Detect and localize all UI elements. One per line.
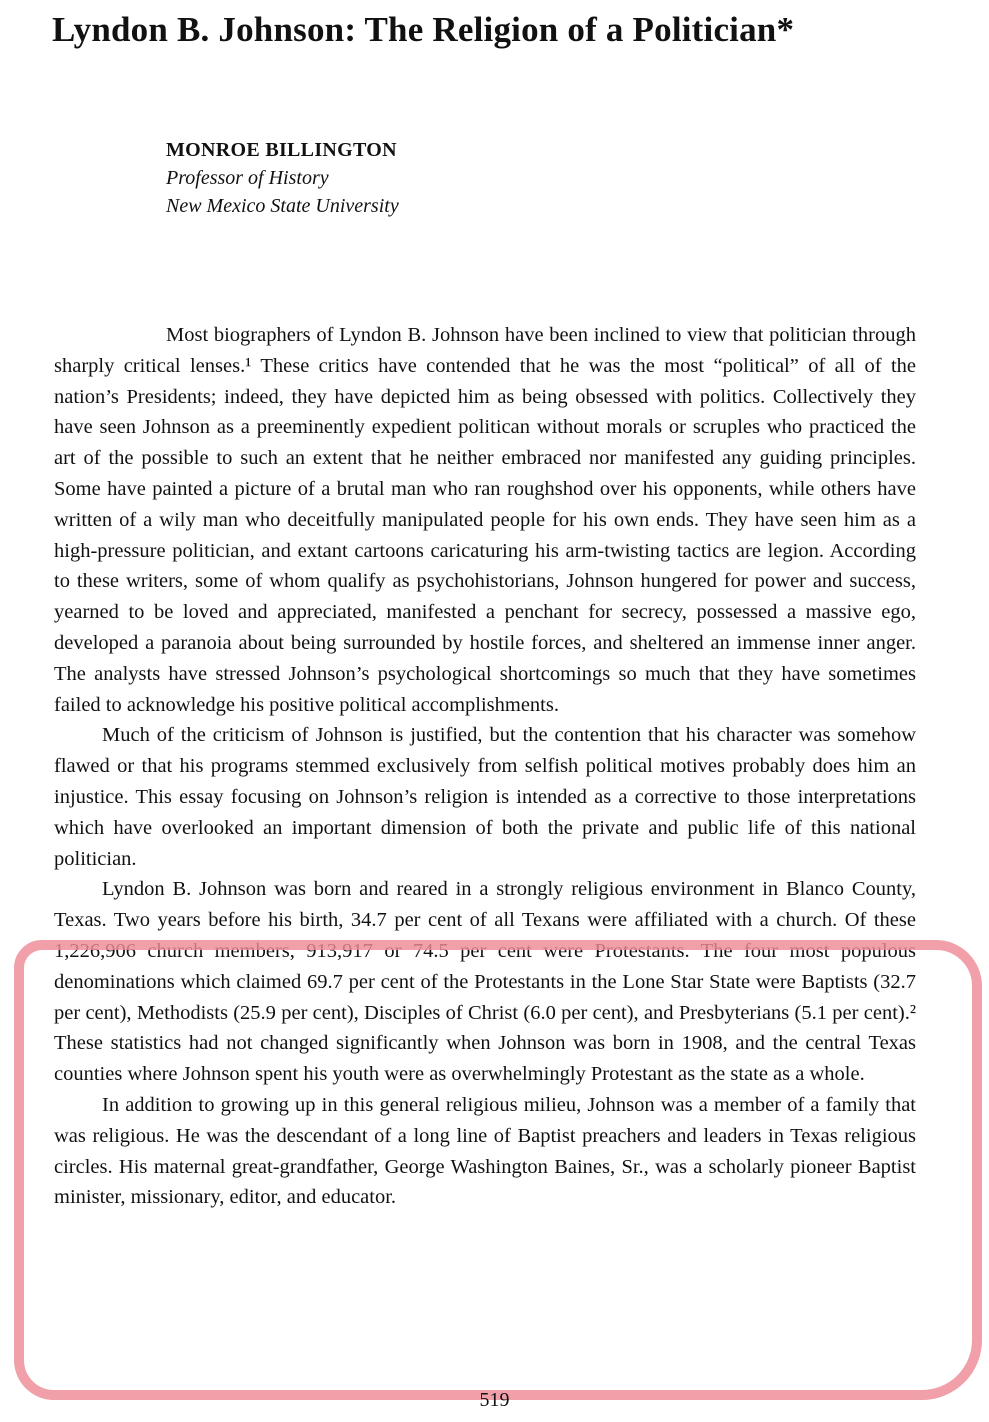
author-title: Professor of History	[166, 167, 329, 189]
author-name: MONROE BILLINGTON	[166, 139, 397, 161]
paragraph-1: Most biographers of Lyndon B. Johnson have been inclined to view that politician through sharply critical lenses.¹ These critics have contended that he was the most “political” of all of the nation’s Presidents; indeed, they have depicted him as being obsessed with politics. Collectively they have seen Johnson as a preeminently expedient politican without morals or scruples who practiced the art of the possible to such an extent that he neither embraced nor manifested any guiding principles. Some have painted a picture of a brutal man who ran roughshod over his opponents, while others have written of a wily man who deceitfully manipulated people for his own ends. They have seen him as a high-pressure politician, and extant cartoons caricaturing his arm-twisting tactics are legion. According to these writers, some of whom qualify as psychohistorians, Johnson hungered for power and success, yearned to be loved and appreciated, manifested a penchant for secrecy, possessed a massive ego, developed a paranoia about being surrounded by hostile forces, and sheltered an immense inner anger. The analysts have stressed Johnson’s psychological shortcomings so much that they have sometimes failed to acknowledge his positive political accomplishments.	[54, 324, 916, 716]
byline	[166, 136, 399, 220]
author-institution: New Mexico State University	[166, 195, 399, 217]
paragraph-3: Lyndon B. Johnson was born and reared in a strongly religious environment in Blanco County, Texas. Two years before his birth, 34.7 per cent of all Texans were affiliated with a church. Of these 1,226,906 church members, 913,917 or 74.5 per cent were Protestants. The four most populous denominations which claimed 69.7 per cent of the Protestants in the Lone Star State were Baptists (32.7 per cent), Methodists (25.9 per cent), Disciples of Christ (6.0 per cent), and Presbyterians (5.1 per cent).² These statistics had not changed significantly when Johnson was born in 1908, and the central Texas counties where Johnson spent his youth were as overwhelmingly Protestant as the state as a whole.	[54, 878, 916, 1086]
article-body	[54, 320, 916, 1213]
paragraph-4: In addition to growing up in this general religious milieu, Johnson was a member of a family that was religious. He was the descendant of a long line of Baptist preachers and leaders in Texas religious circles. His maternal great-grandfather, George Washington Baines, Sr., was a scholarly pioneer Baptist minister, missionary, editor, and educator.	[54, 1093, 916, 1209]
paragraph-2: Much of the criticism of Johnson is justified, but the contention that his character was somehow flawed or that his programs stemmed exclusively from selfish political motives probably does him an injustice. This essay focusing on Johnson’s religion is intended as a corrective to those interpretations which have overlooked an important dimension of both the private and public life of this national politician.	[54, 724, 916, 870]
article-title: Lyndon B. Johnson: The Religion of a Politician*	[52, 10, 795, 49]
page-number: 519	[479, 1389, 510, 1411]
